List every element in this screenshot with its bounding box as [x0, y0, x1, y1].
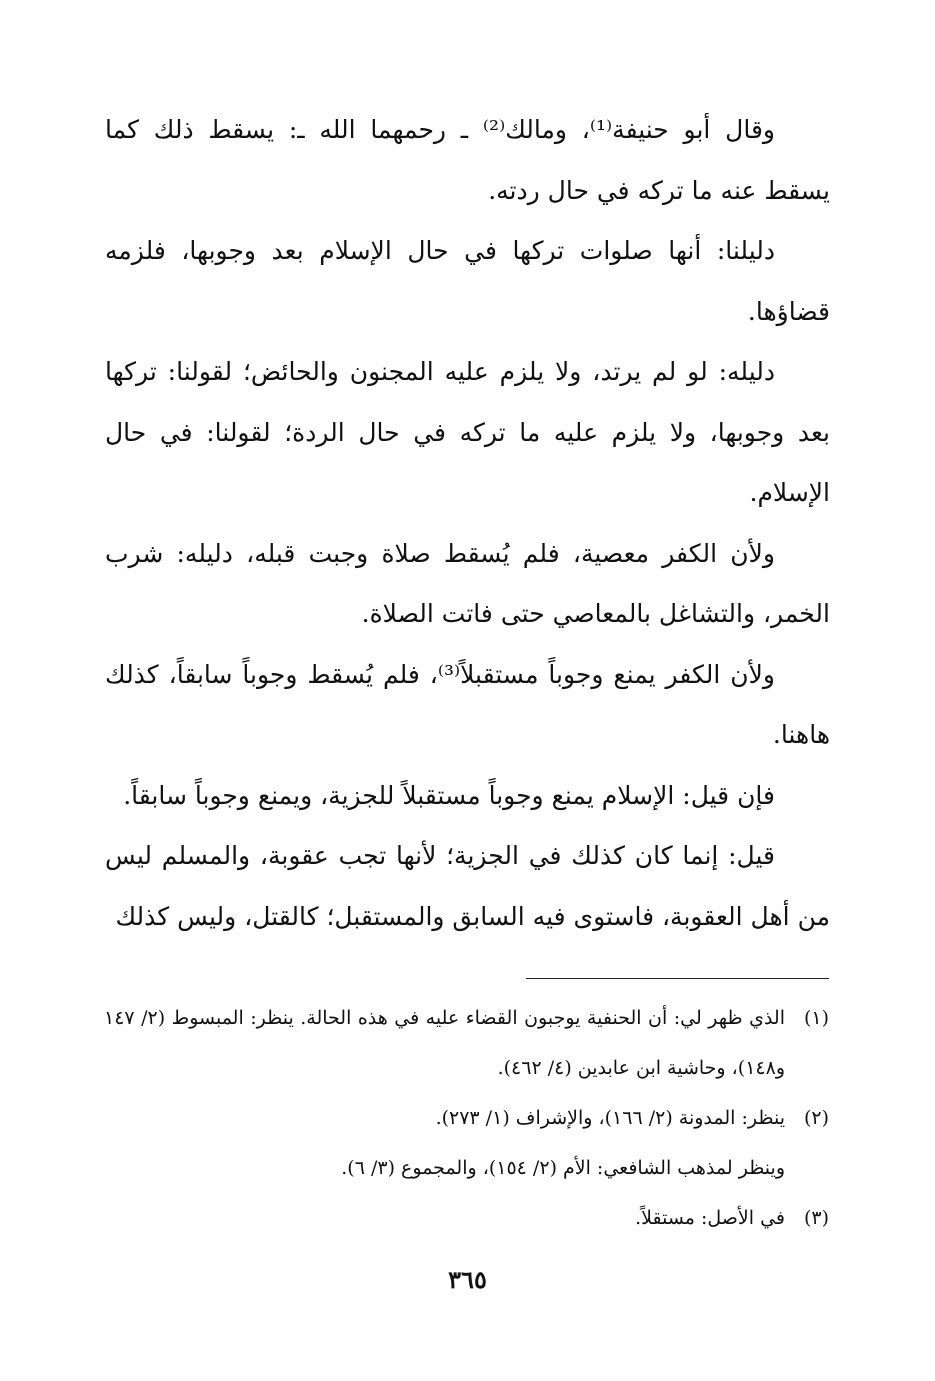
- paragraph-2: دليلنا: أنها صلوات تركها في حال الإسلام بعد وجوبها، فلزمه قضاؤها.: [105, 236, 830, 326]
- footnote-number: (٢): [803, 1107, 829, 1129]
- footnote-divider: [526, 978, 829, 979]
- paragraph-4: ولأن الكفر معصية، فلم يُسقط صلاة وجبت قبله، دليله: شرب الخمر، والتشاغل بالمعاصي حتى فاتت الصلاة.: [105, 538, 830, 628]
- footnote-1: [104, 993, 829, 1093]
- footnote-3: [104, 1193, 829, 1243]
- footnote-number: (٣): [803, 1207, 829, 1229]
- footnote-2-continuation: وينظر لمذهب الشافعي: الأم (٢/ ١٥٤)، والمجموع (٣/ ٦).: [341, 1157, 785, 1179]
- paragraph-6: فإن قيل: الإسلام يمنع وجوباً مستقبلاً للجزية، ويمنع وجوباً سابقاً.: [123, 780, 775, 810]
- footnotes-section: [104, 993, 829, 1243]
- page-number: ٣٦٥: [448, 1265, 487, 1294]
- paragraph-7: قيل: إنما كان كذلك في الجزية؛ لأنها تجب عقوبة، والمسلم ليس من أهل العقوبة، فاستوى فيه السابق والمستقبل؛ كالقتل، وليس كذلك: [105, 841, 830, 931]
- footnote-number: (١): [803, 1007, 829, 1029]
- footnote-text: الذي ظهر لي: أن الحنفية يوجبون القضاء عليه في هذه الحالة. ينظر: المبسوط (٢/ ١٤٧ و١٤٨)، وحاشية ابن عابدين (٤/ ٤٦٢).: [104, 1007, 785, 1079]
- paragraph-3: دليله: لو لم يرتد، ولا يلزم عليه المجنون والحائض؛ لقولنا: تركها بعد وجوبها، ولا يلزم عليه ما تركه في حال الردة؛ لقولنا: في حال الإسلام.: [105, 357, 830, 507]
- main-text-body: [105, 100, 830, 947]
- paragraph-1: وقال أبو حنيفة⁽¹⁾، ومالك⁽²⁾ ـ رحمهما الله ـ: يسقط ذلك كما يسقط عنه ما تركه في حال ردته.: [105, 115, 830, 205]
- footnote-text: في الأصل: مستقلاً.: [635, 1207, 785, 1229]
- footnote-2: [104, 1093, 829, 1143]
- paragraph-5: ولأن الكفر يمنع وجوباً مستقبلاً⁽³⁾، فلم يُسقط وجوباً سابقاً، كذلك هاهنا.: [105, 659, 830, 749]
- footnote-text: ينظر: المدونة (٢/ ١٦٦)، والإشراف (١/ ٢٧٣).: [435, 1107, 785, 1129]
